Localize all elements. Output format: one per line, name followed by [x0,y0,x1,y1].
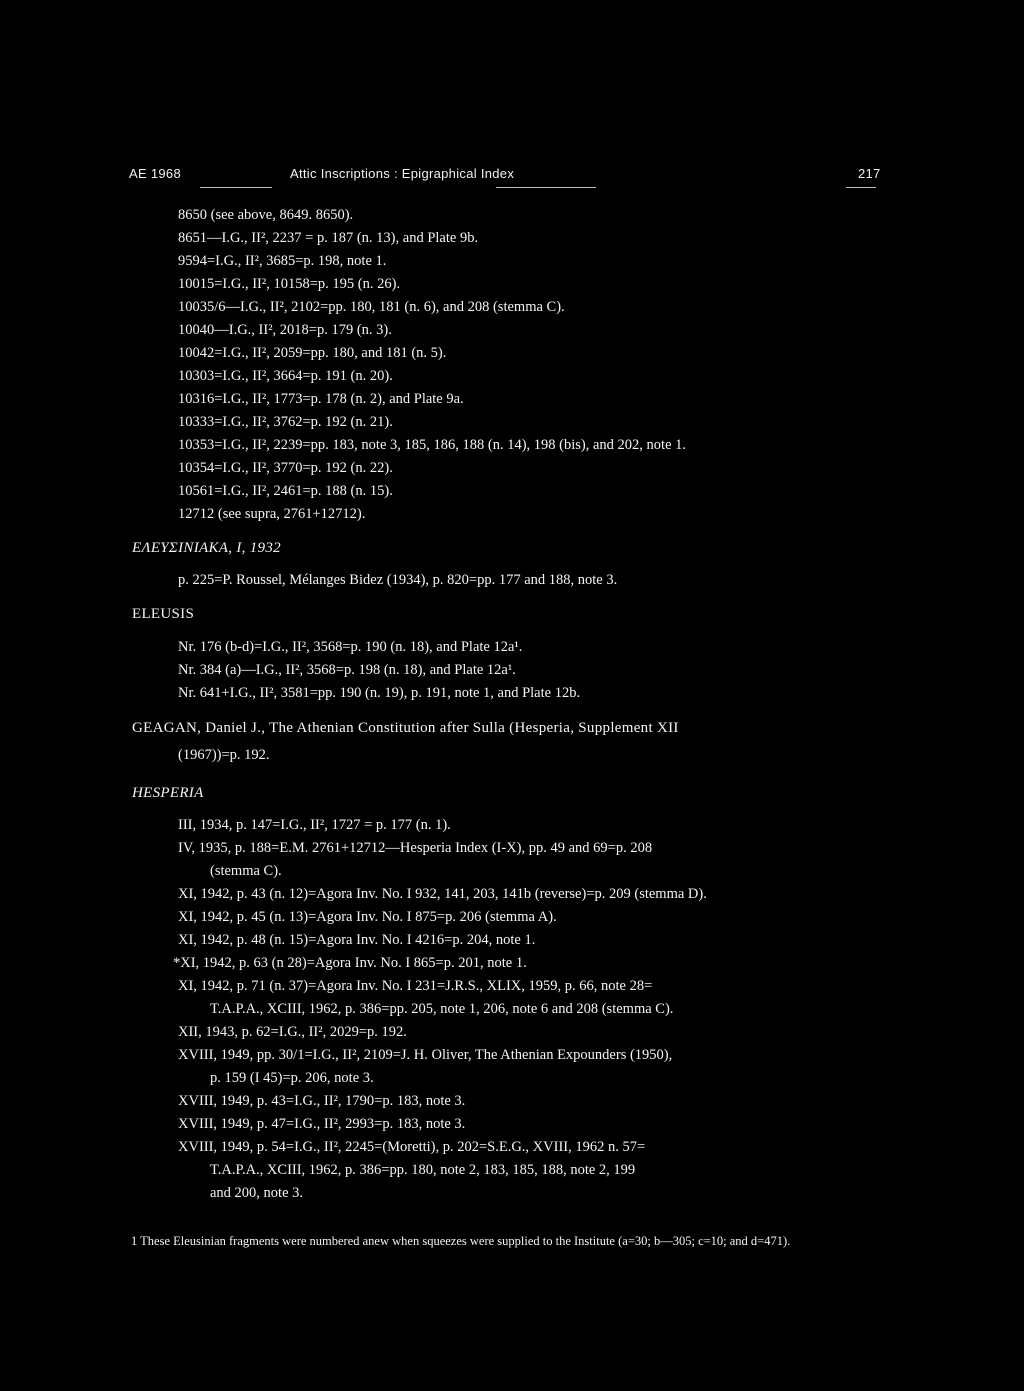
index-entry: Nr. 176 (b-d)=I.G., II², 3568=p. 190 (n. 18), and Plate 12a¹. [178,639,523,655]
index-entry: XVIII, 1949, p. 43=I.G., II², 1790=p. 183, note 3. [178,1093,466,1109]
running-header [0,166,1024,188]
index-entry: p. 225=P. Roussel, Mélanges Bidez (1934), p. 820=pp. 177 and 188, note 3. [178,572,618,588]
index-entry: XI, 1942, p. 71 (n. 37)=Agora Inv. No. I 231=J.R.S., XLIX, 1959, p. 66, note 28= [178,978,653,994]
index-entry: XI, 1942, p. 43 (n. 12)=Agora Inv. No. I 932, 141, 203, 141b (reverse)=p. 209 (stemma D). [178,886,707,902]
index-entry: *XI, 1942, p. 63 (n 28)=Agora Inv. No. I 865=p. 201, note 1. [173,955,527,971]
footnote: 1 These Eleusinian fragments were numbered anew when squeezes were supplied to the Institute (a=30; b—305; c=10; and d=471). [131,1234,791,1248]
index-entry: IV, 1935, p. 188=E.M. 2761+12712—Hesperia Index (I-X), pp. 49 and 69=p. 208 [178,840,653,856]
index-entry: T.A.P.A., XCIII, 1962, p. 386=pp. 205, note 1, 206, note 6 and 208 (stemma C). [210,1001,674,1017]
index-entry: 10015=I.G., II², 10158=p. 195 (n. 26). [178,276,401,292]
header-rule-left [200,187,272,188]
index-entry: XI, 1942, p. 45 (n. 13)=Agora Inv. No. I 875=p. 206 (stemma A). [178,909,557,925]
section-heading-continuation: (1967))=p. 192. [178,747,270,763]
index-entry: 12712 (see supra, 2761+12712). [178,506,366,522]
header-rule-middle [496,187,596,188]
index-entry: Nr. 384 (a)—I.G., II², 3568=p. 198 (n. 18), and Plate 12a¹. [178,662,516,678]
index-entry: 10035/6—I.G., II², 2102=pp. 180, 181 (n. 6), and 208 (stemma C). [178,299,565,315]
index-entry: 9594=I.G., II², 3685=p. 198, note 1. [178,253,387,269]
header-rule-right [846,187,876,188]
index-entry: 10042=I.G., II², 2059=pp. 180, and 181 (n. 5). [178,345,447,361]
section-heading: HESPERIA [132,785,204,801]
index-entry: p. 159 (I 45)=p. 206, note 3. [210,1070,374,1086]
index-entry: XVIII, 1949, pp. 30/1=I.G., II², 2109=J. H. Oliver, The Athenian Expounders (1950), [178,1047,673,1063]
journal-label: AE 1968 [129,166,181,181]
section-heading: ΕΛΕΥΣΙΝΙΑΚΑ, I, 1932 [132,540,281,556]
index-entry: 10316=I.G., II², 1773=p. 178 (n. 2), and Plate 9a. [178,391,464,407]
page-number: 217 [858,166,881,181]
index-entry: III, 1934, p. 147=I.G., II², 1727 = p. 177 (n. 1). [178,817,451,833]
index-entry: XI, 1942, p. 48 (n. 15)=Agora Inv. No. I 4216=p. 204, note 1. [178,932,536,948]
index-entry: XVIII, 1949, p. 47=I.G., II², 2993=p. 183, note 3. [178,1116,466,1132]
index-entry: 10040—I.G., II², 2018=p. 179 (n. 3). [178,322,392,338]
index-entry: T.A.P.A., XCIII, 1962, p. 386=pp. 180, note 2, 183, 185, 188, note 2, 199 [210,1162,636,1178]
index-entry: 8650 (see above, 8649. 8650). [178,207,354,223]
index-entry: (stemma C). [210,863,282,879]
index-entry: 10303=I.G., II², 3664=p. 191 (n. 20). [178,368,393,384]
index-entry: Nr. 641+I.G., II², 3581=pp. 190 (n. 19), p. 191, note 1, and Plate 12b. [178,685,581,701]
index-entry: 8651—I.G., II², 2237 = p. 187 (n. 13), and Plate 9b. [178,230,479,246]
section-heading: GEAGAN, Daniel J., The Athenian Constitution after Sulla (Hesperia, Supplement XII [132,720,679,736]
index-entry: XVIII, 1949, p. 54=I.G., II², 2245=(Moretti), p. 202=S.E.G., XVIII, 1962 n. 57= [178,1139,646,1155]
section-heading: ELEUSIS [132,606,195,622]
running-title: Attic Inscriptions : Epigraphical Index [290,166,515,181]
index-entry: 10353=I.G., II², 2239=pp. 183, note 3, 185, 186, 188 (n. 14), 198 (bis), and 202, note 1. [178,437,687,453]
index-entry: and 200, note 3. [210,1185,304,1201]
index-entry: 10354=I.G., II², 3770=p. 192 (n. 22). [178,460,393,476]
index-entry: XII, 1943, p. 62=I.G., II², 2029=p. 192. [178,1024,407,1040]
index-entry: 10561=I.G., II², 2461=p. 188 (n. 15). [178,483,393,499]
index-entry: 10333=I.G., II², 3762=p. 192 (n. 21). [178,414,393,430]
